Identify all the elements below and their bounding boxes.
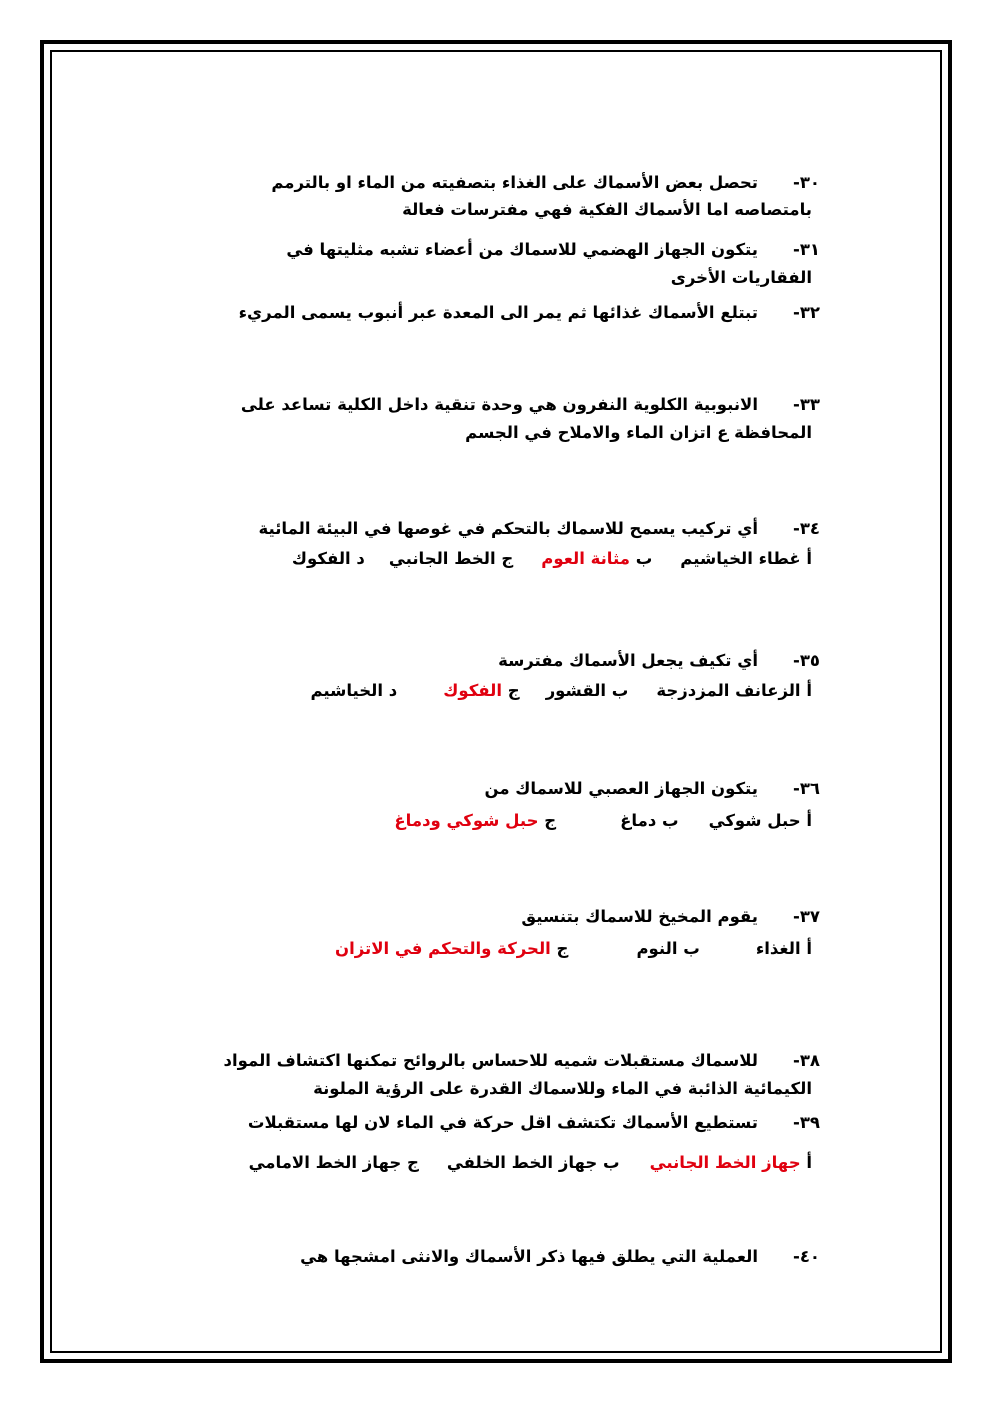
question-text: أي تركيب يسمح للاسماك بالتحكم في غوصها في البيئة المائية — [258, 519, 758, 538]
question-36 — [484, 776, 820, 802]
option-c[interactable]: ج الخط الجانبي — [388, 549, 514, 568]
question-text: الانبوبية الكلوية النفرون هي وحدة تنقية داخل الكلية تساعد على — [240, 395, 758, 414]
option-a[interactable]: أ حبل شوكي — [708, 811, 812, 830]
correct-answer: الحركة والتحكم في الاتزان — [335, 939, 551, 958]
option-a[interactable]: أ الزعانف المزدزجة — [656, 681, 812, 700]
question-37 — [521, 904, 820, 930]
question-39-options — [249, 1150, 812, 1176]
question-text-continued: الكيمائية الذائبة في الماء وللاسماك القدرة على الرؤية الملونة — [313, 1079, 812, 1098]
question-number: ٣٦- — [792, 779, 820, 798]
question-35 — [498, 648, 820, 674]
question-33 — [241, 392, 820, 418]
question-number: ٣٤- — [792, 519, 820, 538]
question-33-line-2 — [465, 420, 812, 446]
question-34 — [258, 516, 820, 542]
question-number: ٣٠- — [792, 173, 820, 192]
option-b[interactable]: ب النوم — [636, 939, 700, 958]
question-30 — [271, 170, 820, 196]
question-text-continued: بامتصاصه اما الأسماك الفكية فهي مفترسات فعالة — [402, 200, 812, 219]
question-text: العملية التي يطلق فيها ذكر الأسماك والانثى امشجها هي — [300, 1247, 758, 1266]
question-text-continued: المحافظة ع اتزان الماء والاملاح في الجسم — [465, 423, 812, 442]
option-a[interactable]: أ غطاء الخياشيم — [680, 549, 812, 568]
question-40 — [300, 1244, 820, 1270]
correct-answer: حبل شوكي ودماغ — [394, 811, 539, 830]
option-b[interactable]: ب دماغ — [620, 811, 679, 830]
question-39 — [248, 1110, 820, 1136]
option-c[interactable]: ج جهاز الخط الامامي — [248, 1153, 419, 1172]
option-d[interactable]: د الفكوك — [291, 549, 365, 568]
option-c[interactable]: ج الحركة والتحكم في الاتزان — [335, 939, 569, 958]
correct-answer: جهاز الخط الجانبي — [649, 1153, 801, 1172]
correct-answer: الفكوك — [443, 681, 503, 700]
question-number: ٤٠- — [792, 1247, 820, 1266]
option-c[interactable]: ج الفكوك — [443, 681, 520, 700]
option-b[interactable]: ب مثانة العوم — [541, 549, 653, 568]
question-38-line-2 — [313, 1076, 812, 1102]
question-number: ٣٥- — [792, 651, 820, 670]
question-36-options — [394, 808, 812, 834]
question-38 — [224, 1048, 820, 1074]
question-number: ٣٨- — [792, 1051, 820, 1070]
question-text: أي تكيف يجعل الأسماك مفترسة — [498, 651, 758, 670]
question-number: ٣١- — [792, 240, 820, 259]
option-d[interactable]: د الخياشيم — [310, 681, 398, 700]
question-32 — [239, 300, 820, 326]
option-b[interactable]: ب القشور — [545, 681, 629, 700]
question-text: تستطيع الأسماك تكتشف اقل حركة في الماء لان لها مستقبلات — [247, 1113, 758, 1132]
question-text-continued: الفقاريات الأخرى — [670, 268, 812, 287]
question-34-options — [292, 546, 812, 572]
question-text: يقوم المخيخ للاسماك بتنسيق — [521, 907, 758, 926]
question-31 — [286, 237, 820, 263]
question-number: ٣٩- — [792, 1113, 820, 1132]
question-31-line-2 — [671, 265, 812, 291]
question-text: تحصل بعض الأسماك على الغذاء بتصفيته من الماء او بالترمم — [271, 173, 758, 192]
question-text: للاسماك مستقبلات شميه للاحساس بالروائح تمكنها اكتشاف المواد — [223, 1051, 758, 1070]
option-b[interactable]: ب جهاز الخط الخلفي — [446, 1153, 620, 1172]
option-a[interactable]: أ الغذاء — [755, 939, 812, 958]
question-35-options — [310, 678, 812, 704]
option-c[interactable]: ج حبل شوكي ودماغ — [394, 811, 557, 830]
option-a[interactable]: أ جهاز الخط الجانبي — [649, 1153, 812, 1172]
question-30-line-2 — [402, 197, 812, 223]
question-text: يتكون الجهاز الهضمي للاسماك من أعضاء تشبه مثليتها في — [286, 240, 758, 259]
question-text: تبتلع الأسماك غذائها ثم يمر الى المعدة عبر أنبوب يسمى المريء — [238, 303, 758, 322]
question-number: ٣٢- — [792, 303, 820, 322]
question-37-options — [335, 936, 812, 962]
correct-answer: مثانة العوم — [541, 549, 630, 568]
question-number: ٣٧- — [792, 907, 820, 926]
question-text: يتكون الجهاز العصبي للاسماك من — [484, 779, 758, 798]
question-number: ٣٣- — [792, 395, 820, 414]
